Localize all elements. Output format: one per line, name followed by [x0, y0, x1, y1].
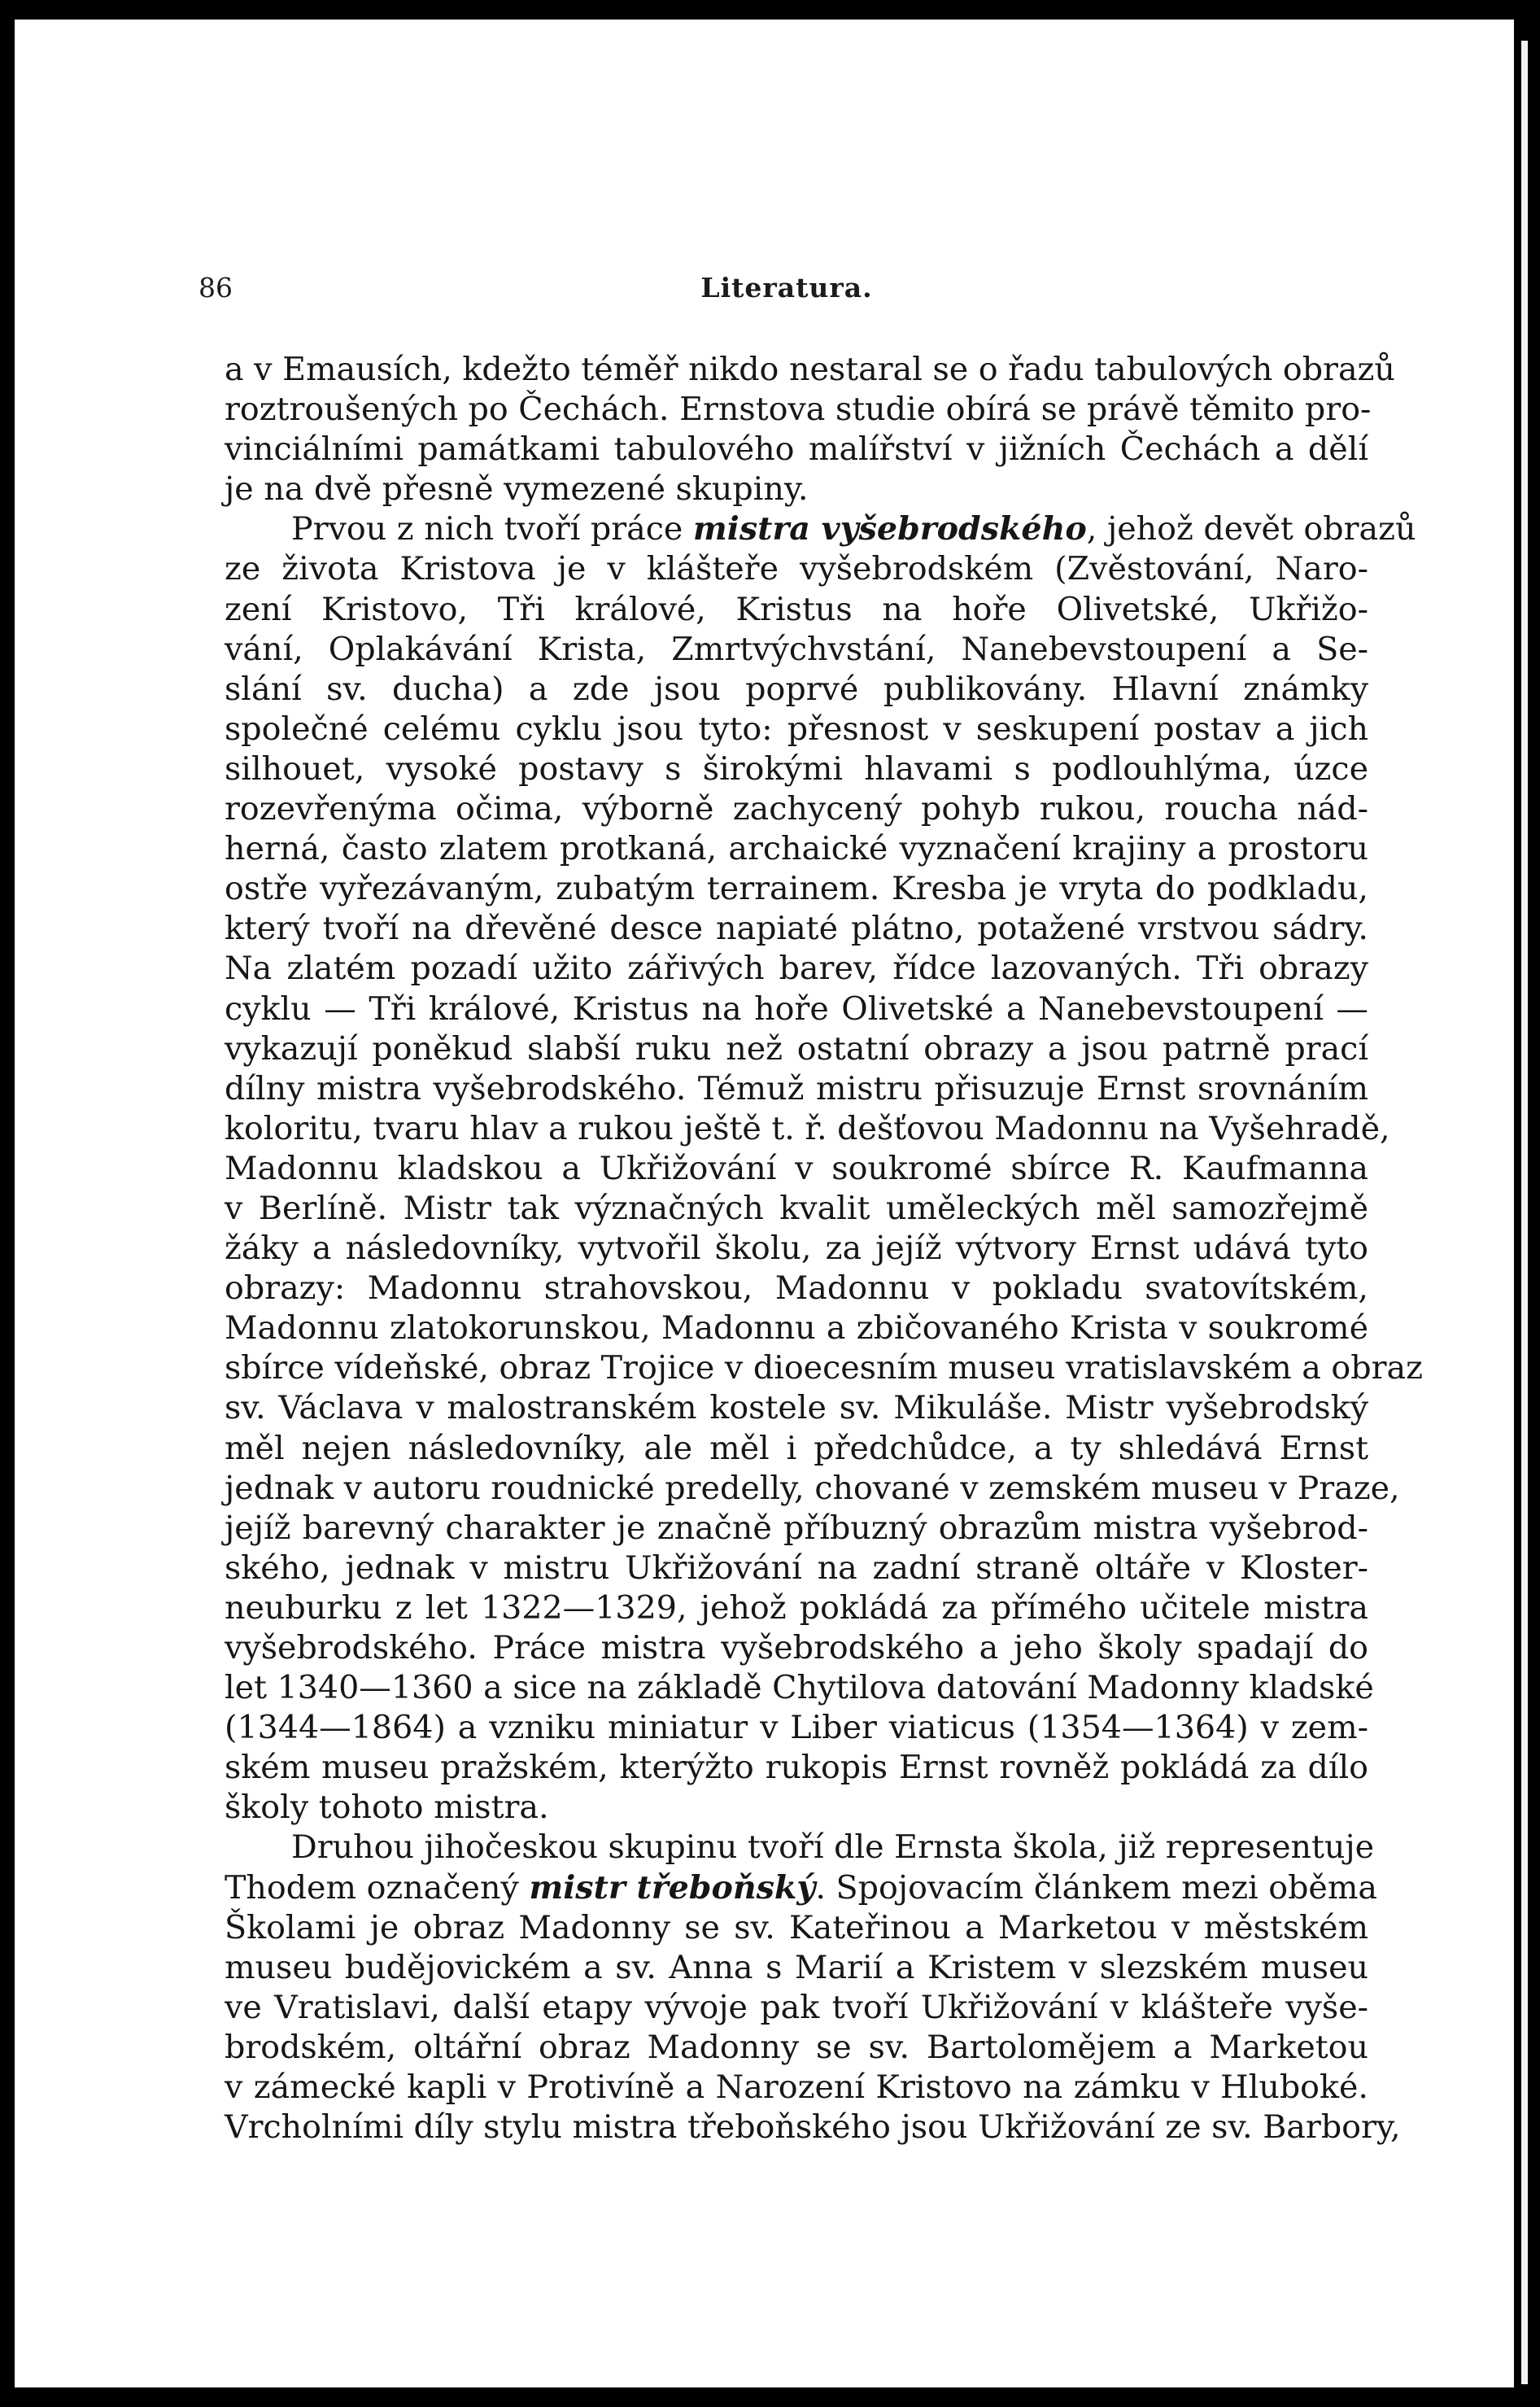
- text-line: v Berlíně. Mistr tak význačných kvalit uměleckých měl samozřejmě: [225, 1189, 1368, 1227]
- text-line: let 1340—1360 a sice na základě Chytilova datování Madonny kladské: [225, 1669, 1374, 1707]
- text-line: Madonnu kladskou a Ukřižování v soukromé sbírce R. Kaufmanna: [225, 1149, 1368, 1187]
- text-line: vykazují poněkud slabší ruku než ostatní obrazy a jsou patrně prací: [225, 1029, 1368, 1068]
- text-line: Na zlatém pozadí užito zářivých barev, řídce lazovaných. Tři obrazy: [225, 950, 1368, 988]
- text-line: ze života Kristova je v klášteře vyšebrodském (Zvěstování, Naro-: [225, 550, 1368, 588]
- text-line: a v Emausích, kdežto téměř nikdo nestaral se o řadu tabulových obrazů: [225, 351, 1395, 388]
- text-line: cyklu — Tři králové, Kristus na hoře Olivetské a Nanebevstoupení —: [225, 989, 1368, 1028]
- body-text: [225, 350, 1423, 2147]
- text-line: je na dvě přesně vymezené skupiny.: [225, 470, 809, 509]
- text-line: měl nejen následovníky, ale měl i předchůdce, a ty shledává Ernst: [225, 1429, 1368, 1467]
- text-line: silhouet, vysoké postavy s širokými hlavami s podlouhlýma, úzce: [225, 749, 1368, 788]
- text-line: koloritu, tvaru hlav a rukou ještě t. ř. dešťovou Madonnu na Vyšehradě,: [225, 1109, 1390, 1147]
- text-line: jejíž barevný charakter je značně příbuzný obrazům mistra vyšebrod-: [225, 1509, 1368, 1547]
- italic-term: mistr třeboňský: [529, 1868, 816, 1907]
- text-line: museu budějovickém a sv. Anna s Marií a Kristem v slezském museu: [225, 1948, 1368, 1986]
- paragraph-start-line: Druhou jihočeskou skupinu tvoří dle Ernsta škola, již representuje: [291, 1828, 1375, 1867]
- paragraph-start-line: [225, 509, 1416, 549]
- text-line: [225, 1868, 1377, 1908]
- text-line: brodském, oltářní obraz Madonny se sv. Bartolomějem a Marketou: [225, 2028, 1368, 2066]
- text-line: sv. Václava v malostranském kostele sv. Mikuláše. Mistr vyšebrodský: [225, 1389, 1368, 1427]
- text-line: sbírce vídeňské, obraz Trojice v dioecesním museu vratislavském a obraz: [225, 1349, 1423, 1387]
- text-line: neuburku z let 1322—1329, jehož pokládá za přímého učitele mistra: [225, 1588, 1368, 1627]
- text-line: jednak v autoru roudnické predelly, chované v zemském museu v Praze,: [225, 1469, 1400, 1507]
- running-head: Literatura.: [700, 272, 873, 304]
- text-line: společné celému cyklu jsou tyto: přesnost v seskupení postav a jich: [225, 710, 1368, 748]
- text-line: obrazy: Madonnu strahovskou, Madonnu v pokladu svatovítském,: [225, 1269, 1368, 1308]
- text-line: slání sv. ducha) a zde jsou poprvé publikovány. Hlavní známky: [225, 670, 1368, 708]
- text-line: herná, často zlatem protkaná, archaické vyznačení krajiny a prostoru: [225, 830, 1368, 868]
- text-line: vání, Oplakávání Krista, Zmrtvýchvstání, Nanebevstoupení a Se-: [225, 630, 1368, 668]
- text-line: (1344—1864) a vzniku miniatur v Liber viaticus (1354—1364) v zem-: [225, 1709, 1368, 1747]
- text-line: ském museu pražském, kterýžto rukopis Ernst rovněž pokládá za dílo: [225, 1749, 1368, 1787]
- text-line: v zámecké kapli v Protivíně a Narození Kristovo na zámku v Hluboké.: [225, 2068, 1368, 2107]
- text-line: ostře vyřezávaným, zubatým terrainem. Kresba je vryta do podkladu,: [225, 870, 1368, 908]
- text-line: Madonnu zlatokorunskou, Madonnu a zbičovaného Krista v soukromé: [225, 1309, 1368, 1348]
- page-header: [198, 262, 1375, 311]
- line-text: Thodem označený: [225, 1868, 530, 1907]
- text-line: rozevřenýma očima, výborně zachycený pohyb rukou, roucha nád-: [225, 790, 1368, 828]
- text-line: který tvoří na dřevěné desce napiaté plátno, potažené vrstvou sádry.: [225, 910, 1368, 948]
- line-text: , jehož devět obrazů: [1086, 510, 1416, 548]
- text-line: Vrcholními díly stylu mistra třeboňského jsou Ukřižování ze sv. Barbory,: [225, 2108, 1401, 2147]
- line-text: Prvou z nich tvoří práce: [291, 510, 693, 548]
- text-line: ského, jednak v mistru Ukřižování na zadní straně oltáře v Kloster-: [225, 1549, 1368, 1587]
- text-line: Školami je obraz Madonny se sv. Kateřinou a Marketou v městském: [225, 1908, 1368, 1946]
- text-line: dílny mistra vyšebrodského. Témuž mistru přisuzuje Ernst srovnáním: [225, 1069, 1368, 1107]
- line-text: . Spojovacím článkem mezi oběma: [815, 1868, 1377, 1907]
- text-line: vinciálními památkami tabulového malířství v jižních Čechách a dělí: [225, 430, 1368, 469]
- text-line: žáky a následovníky, vytvořil školu, za jejíž výtvory Ernst udává tyto: [225, 1230, 1368, 1268]
- italic-term: mistra vyšebrodského: [692, 510, 1087, 548]
- page-edge-strip: [1521, 41, 1528, 2384]
- text-line: zení Kristovo, Tři králové, Kristus na hoře Olivetské, Ukřižo-: [225, 590, 1368, 628]
- text-line: vyšebrodského. Práce mistra vyšebrodského a jeho školy spadají do: [225, 1629, 1368, 1667]
- text-line: roztroušených po Čechách. Ernstova studie obírá se právě těmito pro-: [225, 391, 1372, 429]
- page-number: 86: [198, 272, 233, 304]
- text-line: školy tohoto mistra.: [225, 1789, 549, 1827]
- text-line: ve Vratislavi, další etapy vývoje pak tvoří Ukřižování v klášteře vyše-: [225, 1988, 1368, 2026]
